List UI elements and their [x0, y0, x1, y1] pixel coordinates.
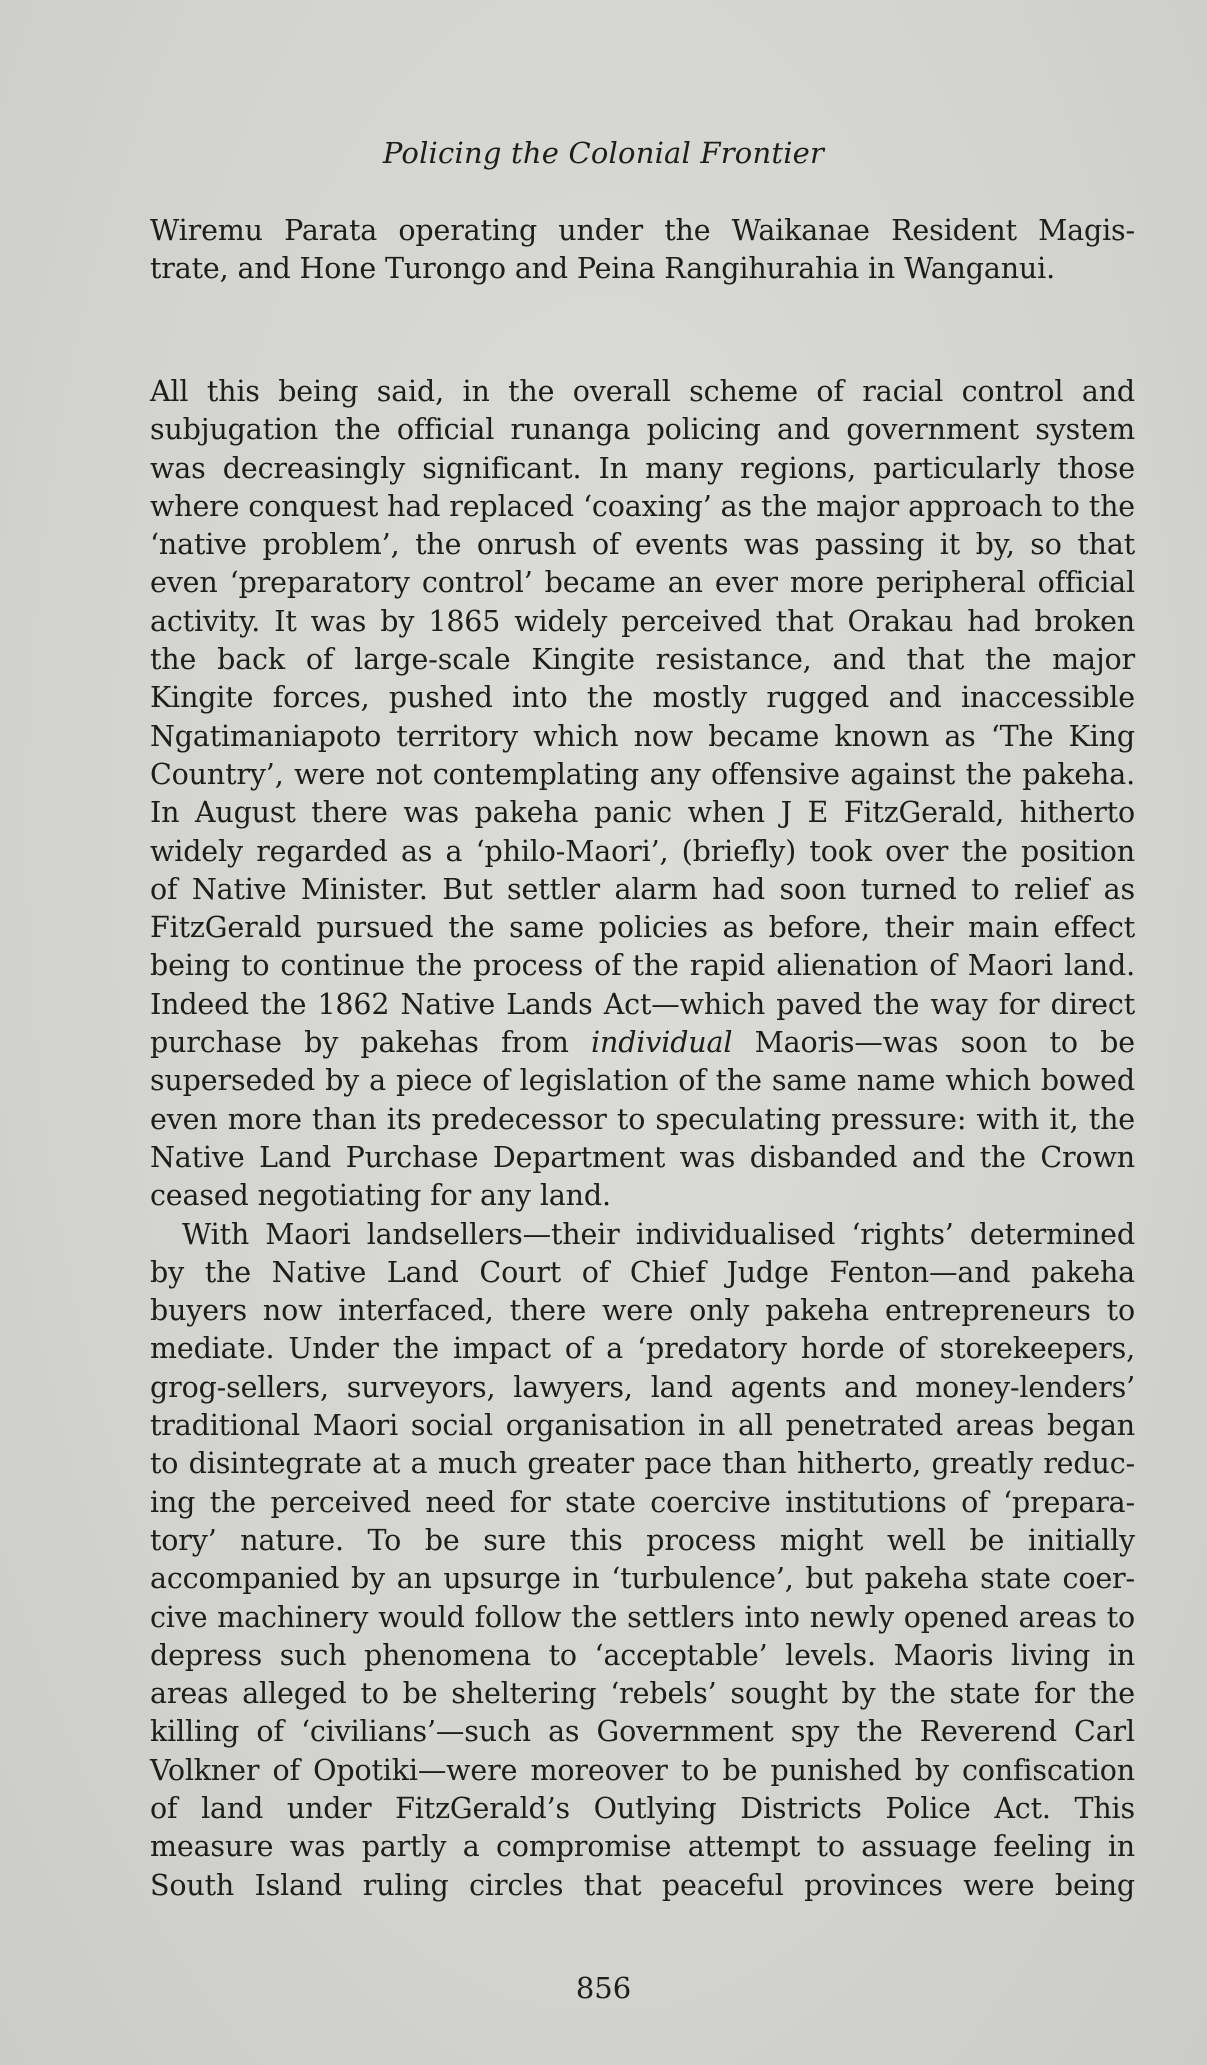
text-line: accompanied by an upsurge in ‘turbulence’, but pakeha state coer-: [150, 1562, 1135, 1596]
emphasis-text: individual: [591, 1026, 733, 1060]
text-line: of land under FitzGerald’s Outlying Districts Police Act. This: [150, 1791, 1135, 1825]
text-line: was decreasingly significant. In many regions, particularly those: [150, 451, 1135, 485]
running-head: Policing the Colonial Frontier: [382, 136, 825, 170]
text-line: subjugation the official runanga policing and government system: [150, 413, 1135, 447]
text-line: ‘native problem’, the onrush of events was passing it by, so that: [150, 528, 1135, 562]
text-line-mixed: [150, 1024, 1135, 1062]
text-line: measure was partly a compromise attempt to assuage feeling in: [150, 1830, 1135, 1864]
text-line: Indeed the 1862 Native Lands Act—which paved the way for direct: [150, 987, 1135, 1021]
text-line: grog-sellers, surveyors, lawyers, land agents and money-lenders’: [150, 1370, 1135, 1404]
text-line: killing of ‘civilians’—such as Government spy the Reverend Carl: [150, 1715, 1135, 1749]
text-line: of Native Minister. But settler alarm had soon turned to relief as: [150, 872, 1135, 906]
main-text: [150, 373, 1135, 1905]
text-line: trate, and Hone Turongo and Peina Rangihurahia in Wanganui.: [150, 252, 1055, 286]
text-line: tory’ nature. To be sure this process might well be initially: [150, 1523, 1135, 1557]
text-line: depress such phenomena to ‘acceptable’ levels. Maoris living in: [150, 1638, 1135, 1672]
text-line: FitzGerald pursued the same policies as before, their main effect: [150, 911, 1135, 945]
text-line: to disintegrate at a much greater pace than hitherto, greatly reduc-: [150, 1447, 1135, 1481]
text-line: Ngatimaniapoto territory which now became known as ‘The King: [150, 719, 1135, 753]
text-line: Native Land Purchase Department was disbanded and the Crown: [150, 1140, 1135, 1174]
text-line: Country’, were not contemplating any offensive against the pakeha.: [150, 757, 1135, 791]
text-line: widely regarded as a ‘philo-Maori’, (briefly) took over the position: [150, 834, 1135, 868]
text-segment: purchase by pakehas from: [150, 1026, 569, 1060]
text-line: Wiremu Parata operating under the Waikanae Resident Magis-: [150, 214, 1135, 247]
text-line: South Island ruling circles that peaceful provinces were being: [150, 1868, 1135, 1902]
text-line: even ‘preparatory control’ became an ever more peripheral official: [150, 566, 1135, 600]
text-line: cive machinery would follow the settlers into newly opened areas to: [150, 1600, 1135, 1634]
text-line: the back of large-scale Kingite resistance, and that the major: [150, 643, 1135, 677]
text-segment: Maoris—was soon to be: [754, 1026, 1135, 1060]
text-line: being to continue the process of the rapid alienation of Maori land.: [150, 949, 1135, 983]
text-line: buyers now interfaced, there were only pakeha entrepreneurs to: [150, 1294, 1135, 1328]
text-line: areas alleged to be sheltering ‘rebels’ sought by the state for the: [150, 1677, 1135, 1711]
text-line: ing the perceived need for state coercive institutions of ‘prepara-: [150, 1485, 1135, 1519]
text-line: All this being said, in the overall scheme of racial control and: [150, 375, 1135, 408]
text-line: In August there was pakeha panic when J E FitzGerald, hitherto: [150, 796, 1135, 830]
text-line: Volkner of Opotiki—were moreover to be punished by confiscation: [150, 1753, 1135, 1787]
paragraph-continuation: [150, 212, 1135, 289]
text-line: traditional Maori social organisation in all penetrated areas began: [150, 1409, 1135, 1443]
text-line: superseded by a piece of legislation of the same name which bowed: [150, 1064, 1135, 1098]
text-line: even more than its predecessor to speculating pressure: with it, the: [150, 1102, 1135, 1136]
page-number: 856: [575, 1971, 632, 2005]
text-line: by the Native Land Court of Chief Judge Fenton—and pakeha: [150, 1255, 1135, 1289]
text-line: With Maori landsellers—their individualised ‘rights’ determined: [182, 1217, 1135, 1251]
text-line: ceased negotiating for any land.: [150, 1179, 611, 1213]
text-line: where conquest had replaced ‘coaxing’ as the major approach to the: [150, 489, 1135, 523]
text-line: activity. It was by 1865 widely perceived that Orakau had broken: [150, 604, 1135, 638]
text-line: Kingite forces, pushed into the mostly rugged and inaccessible: [150, 681, 1135, 715]
text-line: mediate. Under the impact of a ‘predatory horde of storekeepers,: [150, 1332, 1135, 1366]
